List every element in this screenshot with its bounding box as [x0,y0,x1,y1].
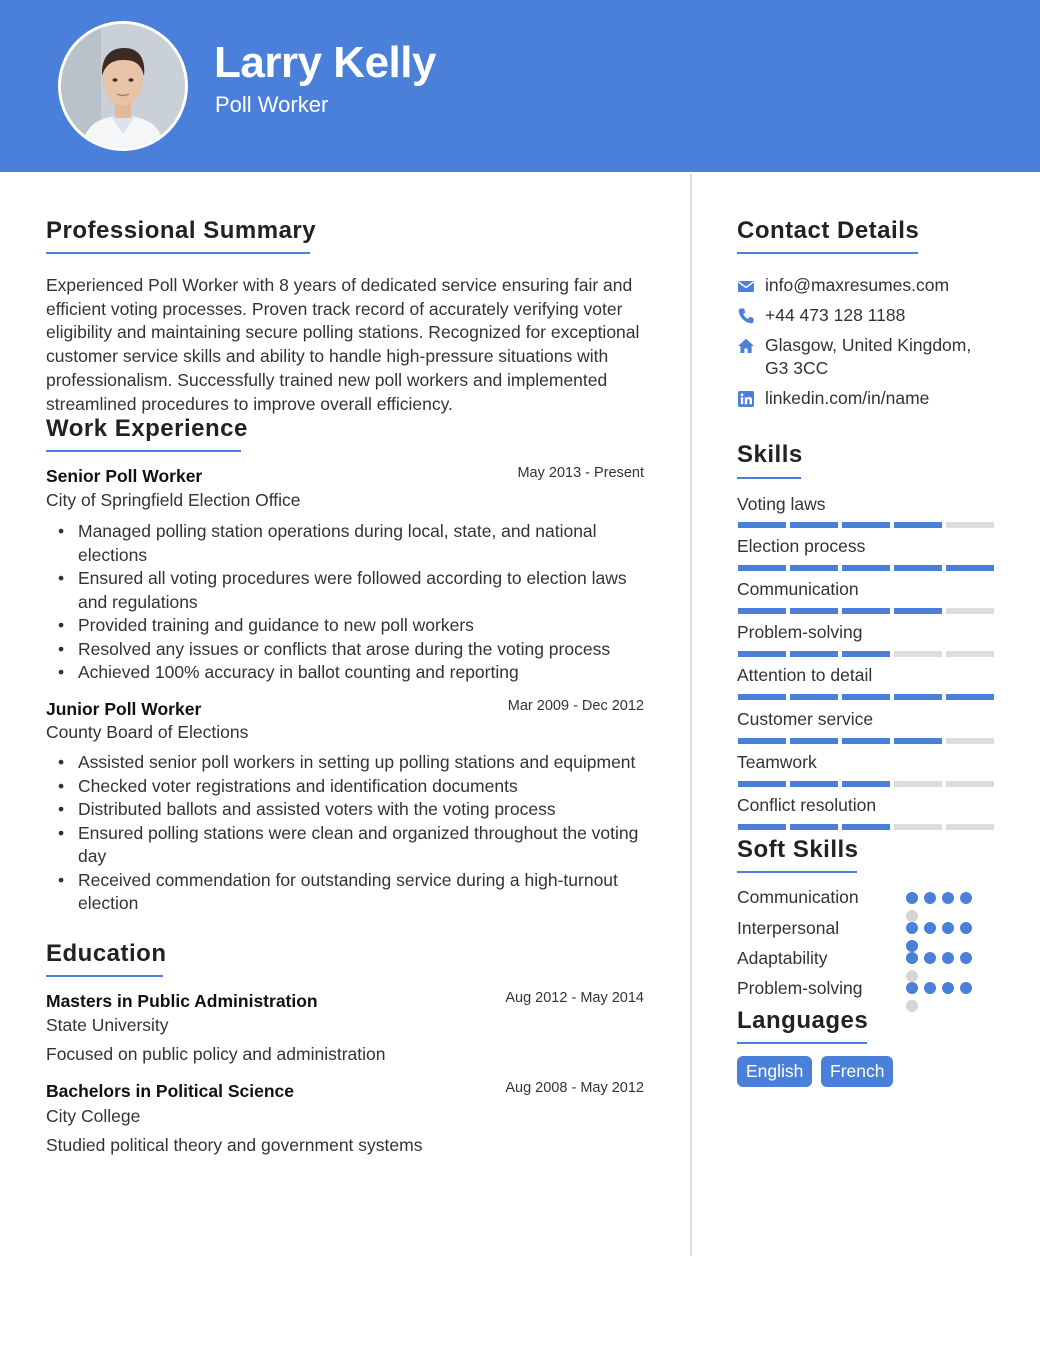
soft-skill-level-dot [960,952,972,964]
job-title: Senior Poll Worker [46,466,203,486]
skill-name: Voting laws [737,494,826,514]
soft-skill-level-dot [960,922,972,934]
skill-level-segment [842,694,890,700]
job-organization: City of Springfield Election Office [46,490,301,510]
list-item: • Ensured all voting procedures were followed according to election laws and regulations [58,567,648,614]
profile-photo [58,21,188,151]
skill-level-segment [842,522,890,528]
experience-heading: Work Experience [46,415,248,442]
skill-level-segment [738,824,786,830]
contact-heading: Contact Details [737,217,920,244]
contact-phone[interactable] [737,304,1017,328]
candidate-name: Larry Kelly [214,38,436,87]
skills-heading-underline [737,477,801,479]
skill-level-segment [790,738,838,744]
skill-level-segment [894,522,942,528]
address-line-1: Glasgow, United Kingdom, [765,335,972,355]
candidate-title: Poll Worker [215,92,329,117]
soft-skill-level-dot [924,892,936,904]
job-dates: Mar 2009 - Dec 2012 [507,698,644,714]
skill-bar [738,824,994,830]
phone-icon [737,307,755,325]
home-icon [737,337,755,355]
soft-skill-level-dot [942,982,954,994]
skill-level-segment [790,824,838,830]
skill-level-segment [894,824,942,830]
email-text: info@maxresumes.com [765,275,950,295]
skill-level-segment [790,522,838,528]
soft-skill-level-dot [906,982,918,994]
linkedin-text: linkedin.com/in/name [765,388,930,408]
column-divider [690,174,692,1256]
skill-name: Customer service [737,709,874,729]
skill-level-segment [894,565,942,571]
skill-bar [738,651,994,657]
skill-level-segment [738,608,786,614]
job-bullets [58,751,648,916]
skill-bar [738,781,994,787]
skill-name: Communication [737,579,859,599]
skill-level-segment [738,781,786,787]
degree-title: Masters in Public Administration [46,991,318,1011]
education-dates: Aug 2008 - May 2012 [505,1080,644,1096]
soft-skill-level-dot [906,940,918,952]
list-item: • Assisted senior poll workers in setting up polling stations and equipment [58,751,648,775]
summary-heading: Professional Summary [46,217,317,244]
soft-skill-rating [906,922,982,952]
job-title: Junior Poll Worker [46,699,202,719]
skill-level-segment [790,694,838,700]
skill-bar [738,522,994,528]
soft-skill-level-dot [924,952,936,964]
soft-skill-level-dot [942,892,954,904]
skill-level-segment [894,608,942,614]
skill-level-segment [894,694,942,700]
soft-skill-level-dot [906,892,918,904]
skill-level-segment [842,824,890,830]
list-item: • Distributed ballots and assisted voters with the voting process [58,798,648,822]
summary-text: Experienced Poll Worker with 8 years of dedicated service ensuring fair and efficient voting processes. Proven track record of accurately verifying voter eligibility and maintaining secure polling stations. Recognized for exceptional customer service skills and ability to handle high-pressure situations with professionalism. Successfully trained new poll workers and implemented streamlined procedures to improve overall efficiency. [46,275,640,414]
job-organization: County Board of Elections [46,722,249,742]
skill-level-segment [842,608,890,614]
skill-level-segment [842,738,890,744]
language-badge: French [821,1056,893,1087]
education-heading-underline [46,975,163,977]
soft-skill-level-dot [906,970,918,982]
soft-skill-level-dot [942,922,954,934]
soft-skills-heading-underline [737,871,857,873]
list-item: • Achieved 100% accuracy in ballot counting and reporting [58,661,648,685]
skill-level-segment [790,651,838,657]
soft-skill-level-dot [924,922,936,934]
skill-level-segment [894,738,942,744]
skill-level-segment [946,738,994,744]
list-item: • Received commendation for outstanding service during a high-turnout election [58,869,648,916]
languages-heading-underline [737,1042,867,1044]
job-dates: May 2013 - Present [517,465,644,481]
soft-skill-level-dot [960,892,972,904]
skill-bar [738,738,994,744]
skill-level-segment [946,694,994,700]
skill-level-segment [738,694,786,700]
contact-heading-underline [737,252,918,254]
contact-linkedin[interactable] [737,387,1017,411]
skill-level-segment [894,651,942,657]
contact-address [737,334,1017,382]
soft-skill-level-dot [942,952,954,964]
skill-level-segment [738,651,786,657]
soft-skill-rating [906,952,982,982]
soft-skill-level-dot [924,982,936,994]
linkedin-icon [737,390,755,408]
skill-level-segment [738,565,786,571]
soft-skill-rating [906,892,982,922]
list-item: • Ensured polling stations were clean and organized throughout the voting day [58,822,648,869]
skill-name: Attention to detail [737,665,873,685]
soft-skill-rating [906,982,982,1012]
skill-level-segment [790,608,838,614]
soft-skill-level-dot [906,952,918,964]
skill-level-segment [946,608,994,614]
skill-name: Conflict resolution [737,795,877,815]
skills-heading: Skills [737,441,803,468]
skill-level-segment [842,565,890,571]
education-heading: Education [46,940,167,967]
experience-heading-underline [46,450,241,452]
skill-level-segment [738,738,786,744]
job-bullets [58,520,648,685]
skill-name: Problem-solving [737,622,863,642]
education-description: Focused on public policy and administration [46,1044,386,1064]
skill-level-segment [894,781,942,787]
skill-level-segment [738,522,786,528]
soft-skill-level-dot [906,1000,918,1012]
contact-email[interactable] [737,274,1017,298]
language-badge: English [737,1056,812,1087]
skill-bar [738,608,994,614]
phone-text: +44 473 128 1188 [765,305,906,325]
list-item: • Provided training and guidance to new poll workers [58,614,648,638]
list-item: • Checked voter registrations and identification documents [58,775,648,799]
list-item: • Managed polling station operations during local, state, and national elections [58,520,648,567]
school-name: State University [46,1015,169,1035]
soft-skill-level-dot [906,922,918,934]
soft-skill-name: Communication [737,887,859,907]
skill-level-segment [946,522,994,528]
skill-bar [738,694,994,700]
soft-skill-level-dot [960,982,972,994]
degree-title: Bachelors in Political Science [46,1081,295,1101]
education-dates: Aug 2012 - May 2014 [505,990,644,1006]
soft-skill-name: Adaptability [737,948,828,968]
soft-skill-level-dot [906,910,918,922]
address-line-2: G3 3CC [765,358,829,378]
skill-level-segment [946,651,994,657]
resume-header [0,0,1040,172]
envelope-icon [737,277,755,295]
skill-level-segment [946,781,994,787]
skill-level-segment [946,824,994,830]
skill-level-segment [842,781,890,787]
summary-heading-underline [46,252,310,254]
skill-level-segment [790,565,838,571]
soft-skills-heading: Soft Skills [737,836,859,863]
soft-skill-name: Interpersonal [737,918,840,938]
skill-name: Election process [737,536,866,556]
list-item: • Resolved any issues or conflicts that arose during the voting process [58,638,648,662]
education-description: Studied political theory and government systems [46,1135,423,1155]
skill-level-segment [946,565,994,571]
soft-skill-name: Problem-solving [737,978,863,998]
skill-level-segment [790,781,838,787]
skill-level-segment [842,651,890,657]
skill-bar [738,565,994,571]
languages-heading: Languages [737,1007,869,1034]
school-name: City College [46,1106,141,1126]
skill-name: Teamwork [737,752,817,772]
